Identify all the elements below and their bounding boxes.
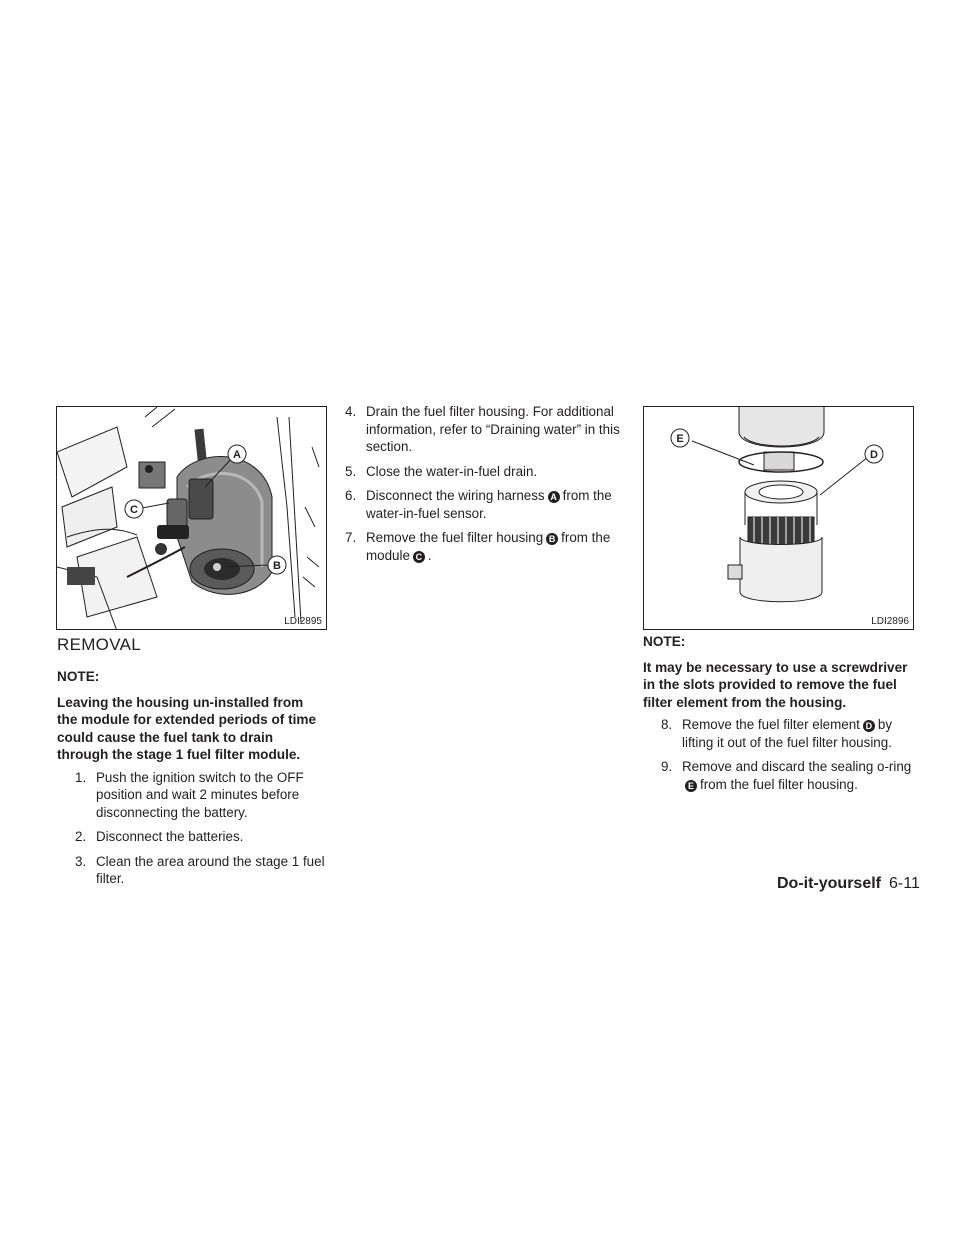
right-column	[643, 633, 915, 800]
label-d: D	[870, 449, 878, 461]
callout-e-icon: E	[685, 780, 697, 792]
note-label: NOTE:	[57, 669, 100, 684]
step-item: 8. Remove the fuel filter element D by lifting it out of the fuel filter housing.	[661, 717, 893, 750]
page-number: 6-11	[889, 875, 920, 892]
label-b: B	[273, 560, 281, 572]
label-a: A	[233, 449, 241, 461]
step-item: 1. Push the ignition switch to the OFF position and wait 2 minutes before disconnecting the battery.	[75, 769, 304, 820]
right-steps	[643, 716, 915, 793]
filter-element-illustration	[643, 406, 914, 630]
figure-code: LDI2896	[871, 616, 909, 627]
page-footer	[777, 875, 920, 893]
fuel-filter-module-illustration	[56, 406, 327, 630]
label-e: E	[676, 433, 684, 445]
step-item: 5. Close the water-in-fuel drain.	[345, 463, 538, 479]
callout-d-icon: D	[863, 720, 875, 732]
step-item: 6. Disconnect the wiring harness A from the water-in-fuel sensor.	[345, 488, 612, 521]
middle-column	[345, 403, 623, 571]
removal-column	[57, 668, 327, 895]
label-c: C	[130, 504, 138, 516]
step-item: 9. Remove and discard the sealing o-ringE from the fuel filter housing.	[661, 759, 912, 792]
step-item: 2. Disconnect the batteries.	[75, 829, 244, 844]
element-line-drawing	[644, 407, 914, 630]
step-item: 4. Drain the fuel filter housing. For additional information, refer to “Draining water” in this section.	[345, 404, 620, 454]
footer-section: Do-it-yourself	[777, 875, 881, 892]
section-title: REMOVAL	[57, 635, 141, 654]
callout-a-icon: A	[548, 491, 560, 503]
step-item: 3. Clean the area around the stage 1 fuel filter.	[75, 853, 325, 886]
note-text: It may be necessary to use a screwdriver in the slots provided to remove the fuel filter element from the housing.	[643, 659, 908, 710]
note-label: NOTE:	[643, 634, 686, 649]
note-text: Leaving the housing un-installed from the module for extended periods of time could cause the fuel tank to drain through the stage 1 fuel filter module.	[57, 694, 317, 762]
module-line-drawing	[57, 407, 327, 630]
step-item: 7. Remove the fuel filter housing B from the module C .	[345, 530, 611, 563]
removal-steps	[57, 769, 327, 888]
callout-c-icon: C	[413, 551, 425, 563]
callout-b-icon: B	[546, 533, 558, 545]
figure-code: LDI2895	[284, 616, 322, 627]
